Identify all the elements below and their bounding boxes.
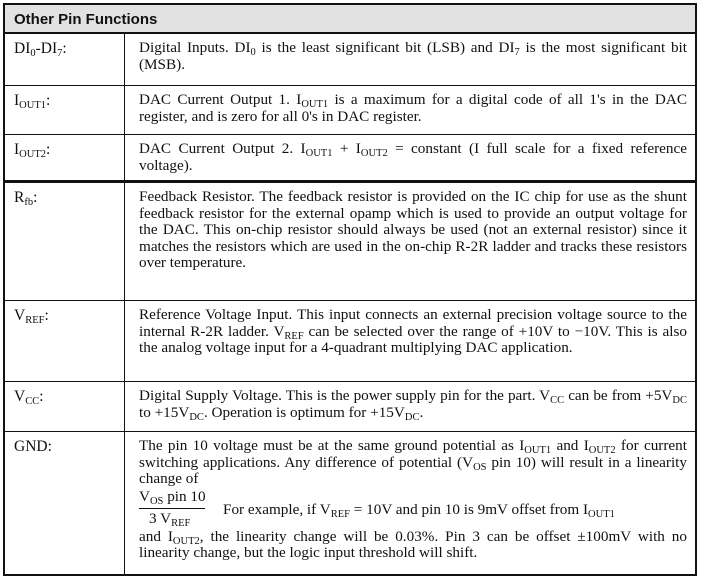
linearity-fraction xyxy=(139,487,209,529)
table-row xyxy=(5,183,695,301)
table-row xyxy=(5,135,695,183)
pin-functions-table xyxy=(3,3,697,576)
pin-description: DAC Current Output 2. $I_{OUT1} + I_{OUT2}$ = constant (I full scale for a fixed reference voltage). xyxy=(139,140,687,174)
pin-name: $V_{CC}$: xyxy=(14,388,44,407)
pin-name: GND: xyxy=(14,438,52,455)
table-row xyxy=(5,382,695,432)
pin-description: DAC Current Output 1. $I_{OUT1}$ is a maximum for a digital code of all 1's in the DAC register, and is zero for all 0's in DAC register. xyxy=(139,91,687,125)
gnd-example: For example, if $V_{REF} = 10V$ and pin 10 is 9mV offset from $I_{OUT1}$ xyxy=(223,500,615,520)
table-title: Other Pin Functions xyxy=(14,11,158,28)
gnd-paragraph-2: and $I_{OUT2}$, the linearity change will be 0.03%. Pin 3 can be offset ±100mV with no linearity change, but the logic input threshold will shift. xyxy=(139,527,687,562)
table-header xyxy=(5,5,695,34)
pin-name: $V_{REF}$: xyxy=(14,307,49,326)
pin-description: Digital Supply Voltage. This is the power supply pin for the part. $V_{CC}$ can be from $+5V_{DC}$ to $+15V_{DC}$. Operation is optimum for $+15V_{DC}$. xyxy=(139,387,687,423)
pin-description: Reference Voltage Input. This input connects an external precision voltage source to the internal R-2R ladder. $V_{REF}$ can be selected over the range of +10V to −10V. This is also the analog voltage input for a 4-quadrant multiplying DAC application. xyxy=(139,306,687,357)
gnd-formula-line xyxy=(139,487,687,529)
pin-description: Digital Inputs. $DI_0$ is the least significant bit (LSB) and $DI_7$ is the most significant bit (MSB). xyxy=(139,39,687,73)
fraction-denominator: 3 $V_{REF}$ xyxy=(149,509,191,529)
pin-description: Feedback Resistor. The feedback resistor is provided on the IC chip for use as the shunt feedback resistor for the external opamp which is used to provide an output voltage for the DAC. This on-chip resistor should always be used (not an external resistor) since it matches the resistors which are used in the on-chip R-2R ladder and tracks these resistors over temperature. xyxy=(139,188,687,272)
table-row xyxy=(5,301,695,382)
pin-name: $R_{fb}$: xyxy=(14,189,38,208)
gnd-paragraph-1: The pin 10 voltage must be at the same ground potential as $I_{OUT1}$ and $I_{OUT2}$ for current switching applications. Any difference of potential ($V_{OS}$ pin 10) will result in a linearity change of xyxy=(139,437,687,488)
column-divider xyxy=(124,34,125,574)
fraction-bar xyxy=(139,508,205,509)
table-row xyxy=(5,34,695,86)
pin-name: $I_{OUT2}$: xyxy=(14,141,51,160)
pin-name: $DI_0-DI_7$: xyxy=(14,40,67,59)
fraction-numerator: $V_{OS}$ pin 10 xyxy=(139,487,206,507)
pin-description xyxy=(139,438,687,562)
pin-name: $I_{OUT1}$: xyxy=(14,92,51,111)
table-row xyxy=(5,86,695,135)
table-row xyxy=(5,432,695,576)
